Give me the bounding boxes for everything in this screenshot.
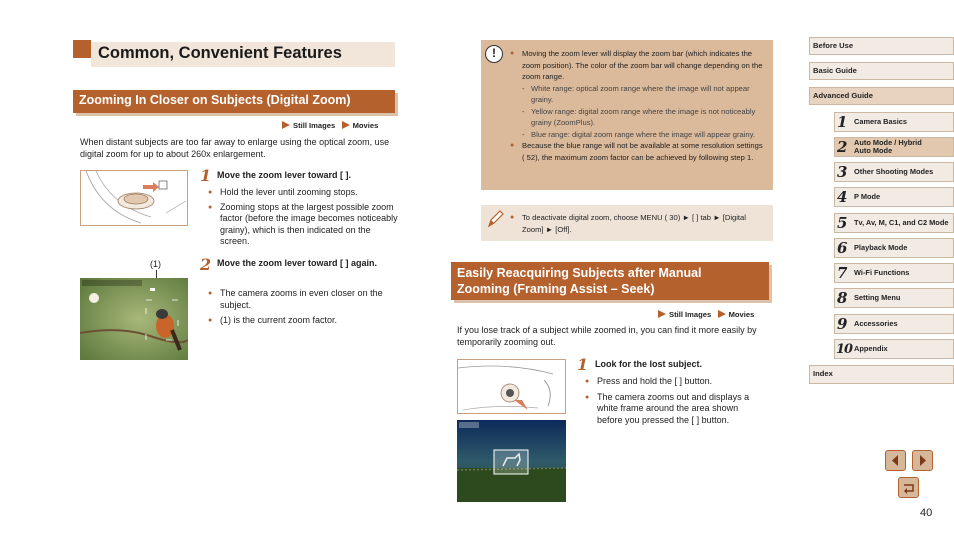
chapter-5-label: Tv, Av, M, C1, and C2 Mode bbox=[854, 217, 949, 227]
chapter-10[interactable] bbox=[834, 339, 954, 359]
chapter-6[interactable] bbox=[834, 238, 954, 258]
chapter-7[interactable] bbox=[834, 263, 954, 283]
section2-modes bbox=[658, 309, 754, 321]
bird-photo bbox=[80, 278, 188, 360]
step2-title: Move the zoom lever toward [ ] again. bbox=[217, 258, 378, 268]
movies-marker bbox=[342, 121, 350, 129]
chapter-8-label: Setting Menu bbox=[854, 292, 901, 302]
step1-bullet-1: ● Hold the lever until zooming stops. bbox=[208, 187, 398, 199]
chapter-3[interactable] bbox=[834, 162, 954, 182]
mode-movies: Movies bbox=[352, 121, 379, 130]
chapter-10-label: Appendix bbox=[854, 343, 888, 353]
arrow-right-icon bbox=[913, 451, 932, 470]
chapter-3-num: 3 bbox=[837, 163, 848, 181]
chapter-6-label: Playback Mode bbox=[854, 242, 908, 252]
chapter-9-num: 9 bbox=[837, 315, 848, 333]
camera-button-illustration bbox=[457, 359, 566, 414]
still-images-marker-2 bbox=[658, 310, 666, 318]
prev-page-button[interactable] bbox=[885, 450, 906, 471]
chapter-1-num: 1 bbox=[837, 113, 848, 131]
chapter-9-label: Accessories bbox=[854, 318, 898, 328]
camera-lever-illustration bbox=[80, 170, 188, 226]
step2-bullet-1: ● The camera zooms in even closer on the subject. bbox=[208, 288, 398, 311]
nav-index[interactable]: Index bbox=[809, 365, 954, 384]
arrow-left-icon bbox=[886, 451, 905, 470]
title-square bbox=[73, 40, 91, 58]
chapter-2-label: Auto Mode / Hybrid Auto Mode bbox=[854, 137, 922, 155]
page-number: 40 bbox=[920, 507, 933, 519]
chapter-2-num: 2 bbox=[837, 138, 848, 156]
caution-bullet-1: ● Moving the zoom lever will display the zoom bar (which indicates the zoom position). The color of the zoom bar will change depending on the zoom range. bbox=[510, 48, 765, 83]
step1-bullets bbox=[208, 187, 398, 248]
mode-movies-2: Movies bbox=[728, 310, 755, 319]
note-text: ● To deactivate digital zoom, choose MENU ( 30) ► [ ] tab ► [Digital Zoom] ► [Off]. bbox=[510, 212, 765, 235]
chapter-5[interactable] bbox=[834, 213, 954, 233]
return-button[interactable] bbox=[898, 477, 919, 498]
chapter-8[interactable] bbox=[834, 288, 954, 308]
s2-step1-bullet-1: ● Press and hold the [ ] button. bbox=[585, 376, 763, 388]
step1-bullet-2: ● Zooming stops at the largest possible zoom factor (before the image becomes noticeably grainy), which is then indicated on the screen. bbox=[208, 202, 398, 248]
s2-step1-number: 1 bbox=[577, 355, 589, 374]
note-content bbox=[510, 212, 765, 235]
step1-number: 1 bbox=[200, 166, 212, 185]
step2-number: 2 bbox=[200, 255, 212, 274]
section1-intro: When distant subjects are too far away to enlarge using the optical zoom, use digital zoom for up to about 260x enlargement. bbox=[80, 137, 390, 159]
chapter-2[interactable] bbox=[834, 137, 954, 157]
chapter-4-label: P Mode bbox=[854, 191, 881, 201]
page-title: Common, Convenient Features bbox=[98, 44, 342, 62]
caution-bullet-2: ● Because the blue range will not be available at some resolution settings ( 52), the maximum zoom factor can be achieved by following step 1. bbox=[510, 140, 765, 163]
chapter-9[interactable] bbox=[834, 314, 954, 334]
step2-bullet-2: ● (1) is the current zoom factor. bbox=[208, 315, 398, 327]
chapter-6-num: 6 bbox=[837, 239, 848, 257]
section1-modes bbox=[282, 120, 378, 132]
movies-marker-2 bbox=[718, 310, 726, 318]
caution-sub-3: - Blue range: digital zoom range where the image will appear grainy. bbox=[522, 129, 765, 141]
chapter-4-num: 4 bbox=[837, 188, 848, 206]
chapter-10-num: 10 bbox=[836, 342, 853, 357]
chapter-3-label: Other Shooting Modes bbox=[854, 166, 934, 176]
chapter-8-num: 8 bbox=[837, 289, 848, 307]
caution-sub-2: - Yellow range: digital zoom range where the image is not noticeably grainy (ZoomPlus). bbox=[522, 106, 765, 129]
mode-still: Still Images bbox=[293, 121, 336, 130]
s2-step1-bullets bbox=[585, 376, 763, 426]
step2-bullets bbox=[208, 288, 398, 327]
still-images-marker bbox=[282, 121, 290, 129]
chapter-7-label: Wi-Fi Functions bbox=[854, 267, 910, 277]
return-icon bbox=[899, 478, 918, 497]
pencil-icon bbox=[486, 209, 504, 234]
caution-content bbox=[510, 48, 765, 163]
chapter-1-label: Camera Basics bbox=[854, 116, 908, 126]
horse-photo bbox=[457, 420, 566, 502]
s2-step1-bullet-2: ● The camera zooms out and displays a white frame around the area shown before you pressed the [ ] button. bbox=[585, 392, 763, 427]
caution-sub-1: - White range: optical zoom range where the image will not appear grainy. bbox=[522, 83, 765, 106]
step1-title: Move the zoom lever toward [ ]. bbox=[217, 170, 352, 180]
s2-step1-title: Look for the lost subject. bbox=[595, 359, 703, 369]
nav-before-use[interactable]: Before Use bbox=[809, 37, 954, 55]
section2-intro: If you lose track of a subject while zoomed in, you can find it more easily by temporarily zooming out. bbox=[457, 325, 757, 347]
chapter-7-num: 7 bbox=[837, 264, 848, 282]
chapter-1[interactable] bbox=[834, 112, 954, 132]
caution-icon: ! bbox=[485, 45, 503, 63]
mode-still-2: Still Images bbox=[669, 310, 712, 319]
next-page-button[interactable] bbox=[912, 450, 933, 471]
section2-heading: Easily Reacquiring Subjects after Manual Zooming (Framing Assist – Seek) bbox=[457, 266, 702, 296]
zoom-callout: (1) bbox=[150, 259, 161, 269]
nav-basic-guide[interactable]: Basic Guide bbox=[809, 62, 954, 80]
section1-heading: Zooming In Closer on Subjects (Digital Zoom) bbox=[79, 93, 351, 107]
chapter-4[interactable] bbox=[834, 187, 954, 207]
nav-advanced-guide[interactable]: Advanced Guide bbox=[809, 87, 954, 105]
chapter-5-num: 5 bbox=[837, 214, 848, 232]
